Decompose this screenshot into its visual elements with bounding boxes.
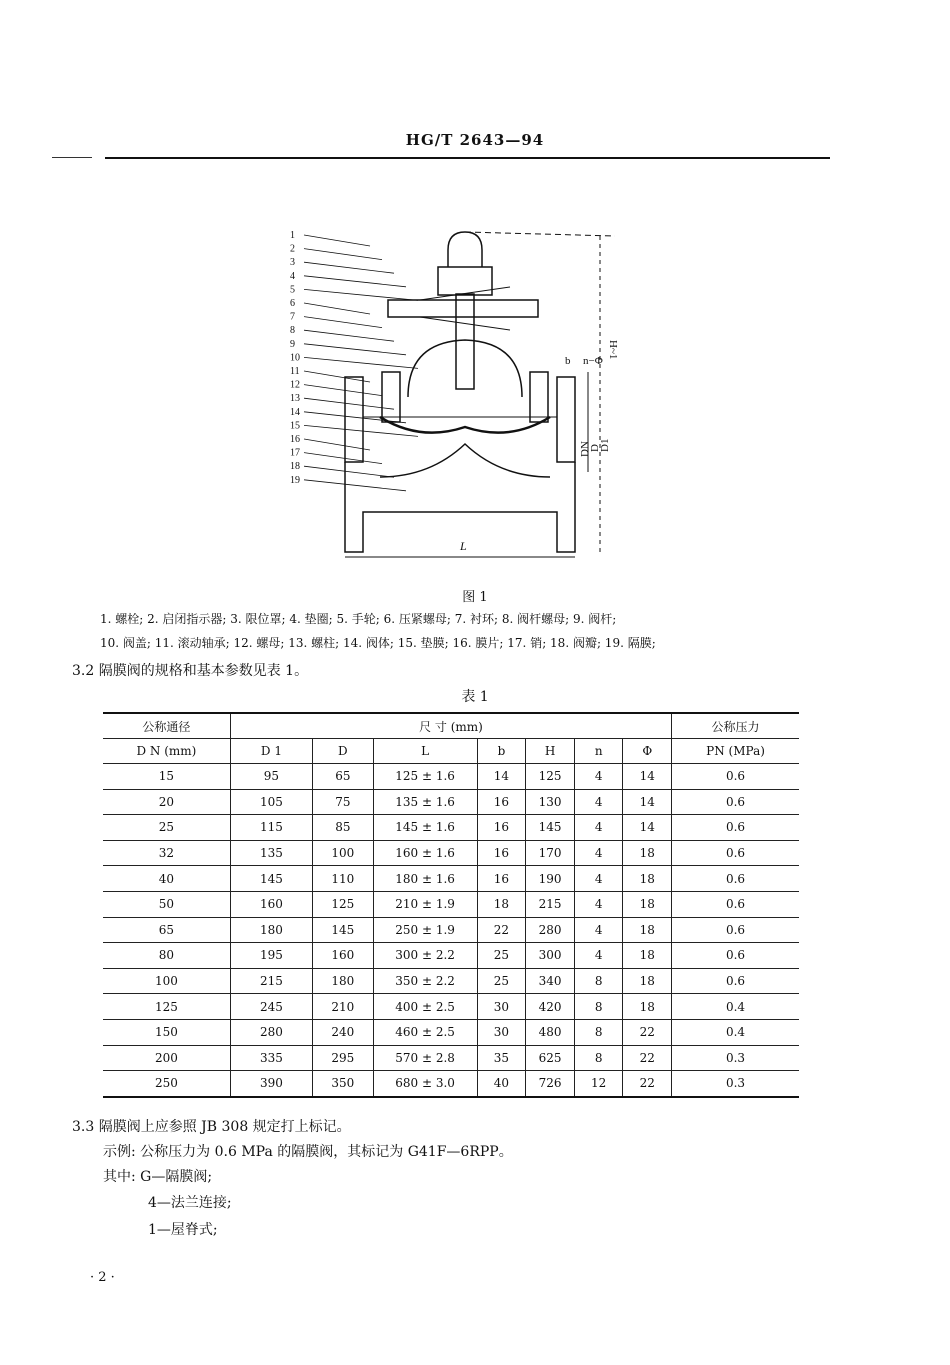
dim-label-D: D [589, 444, 601, 452]
callout-leader [304, 357, 418, 368]
table-cell: 22 [623, 1071, 672, 1097]
table-cell: 135 [230, 840, 312, 866]
callout-number: 14 [290, 406, 300, 418]
table-cell: 215 [526, 891, 575, 917]
table-cell: 300 [526, 943, 575, 969]
table-cell: 50 [103, 891, 230, 917]
table-cell: 160 [313, 943, 374, 969]
table-cell: 4 [574, 891, 623, 917]
table-cell: 125 [313, 891, 374, 917]
callout-number: 5 [290, 284, 295, 296]
header-cell: D [313, 739, 374, 764]
table-cell: 16 [477, 866, 526, 892]
table-cell: 480 [526, 1019, 575, 1045]
table-cell: 100 [103, 968, 230, 994]
table-row [103, 968, 799, 994]
dim-label-b: b [565, 355, 571, 367]
callout-leader [304, 303, 370, 314]
table-cell: 170 [526, 840, 575, 866]
table-cell: 100 [313, 840, 374, 866]
table-cell: 400 ± 2.5 [373, 994, 477, 1020]
table-cell: 65 [313, 764, 374, 790]
table-row [103, 1019, 799, 1045]
table-cell: 30 [477, 1019, 526, 1045]
table-cell: 250 ± 1.9 [373, 917, 477, 943]
callout-number: 17 [290, 447, 300, 459]
table-cell: 680 ± 3.0 [373, 1071, 477, 1097]
table-cell: 0.3 [672, 1071, 799, 1097]
marking-where-intro: 其中: G—隔膜阀; [103, 1169, 213, 1185]
table-cell: 8 [574, 1019, 623, 1045]
table-cell: 180 [230, 917, 312, 943]
table-cell: 18 [623, 994, 672, 1020]
table-row [103, 840, 799, 866]
table-cell: 18 [623, 866, 672, 892]
table-cell: 14 [623, 815, 672, 841]
callout-leader [304, 466, 394, 477]
table-cell: 105 [230, 789, 312, 815]
header-cell: L [373, 739, 477, 764]
table-cell: 80 [103, 943, 230, 969]
table-row [103, 866, 799, 892]
table-cell: 14 [477, 764, 526, 790]
table-cell: 350 [313, 1071, 374, 1097]
marking-item-2: 1—屋脊式; [148, 1222, 218, 1238]
header-cell: Φ [623, 739, 672, 764]
bonnet-bolts [382, 372, 548, 422]
header-nominal-pressure: 公称压力 [672, 713, 799, 739]
callout-leader [304, 235, 370, 246]
callout-leader [304, 249, 382, 260]
callout-number: 10 [290, 352, 300, 364]
callout-leader [304, 439, 370, 450]
table-cell: 195 [230, 943, 312, 969]
table-cell: 95 [230, 764, 312, 790]
header-cell: PN (MPa) [672, 739, 799, 764]
marking-item-1: 4—法兰连接; [148, 1195, 232, 1211]
table-cell: 390 [230, 1071, 312, 1097]
table-cell: 22 [623, 1045, 672, 1071]
callout-number: 3 [290, 257, 295, 269]
table-cell: 18 [477, 891, 526, 917]
callout-leader [304, 385, 382, 396]
table-cell: 210 ± 1.9 [373, 891, 477, 917]
table-cell: 0.6 [672, 891, 799, 917]
table-cell: 18 [623, 917, 672, 943]
table-cell: 335 [230, 1045, 312, 1071]
callout-numbers [290, 230, 418, 491]
table-cell: 295 [313, 1045, 374, 1071]
table-cell: 4 [574, 789, 623, 815]
table-cell: 18 [623, 840, 672, 866]
section-3-2: 3.2 隔膜阀的规格和基本参数见表 1。 [72, 663, 309, 679]
table-cell: 145 ± 1.6 [373, 815, 477, 841]
table-cell: 125 ± 1.6 [373, 764, 477, 790]
callout-number: 12 [290, 379, 300, 391]
callout-number: 13 [290, 393, 300, 405]
callout-number: 15 [290, 420, 300, 432]
diaphragm [380, 417, 550, 433]
table-cell: 180 ± 1.6 [373, 866, 477, 892]
table-row [103, 1045, 799, 1071]
callout-number: 9 [290, 338, 295, 350]
flange-left [345, 377, 363, 462]
table-cell: 22 [623, 1019, 672, 1045]
page-number: · 2 · [90, 1270, 115, 1285]
dim-label-L: L [460, 539, 467, 553]
table-cell: 0.6 [672, 789, 799, 815]
table-cell: 300 ± 2.2 [373, 943, 477, 969]
callout-leader [304, 317, 382, 328]
table-cell: 125 [103, 994, 230, 1020]
table-header-row-2 [103, 739, 799, 764]
table-cell: 40 [103, 866, 230, 892]
table-cell: 25 [103, 815, 230, 841]
table-cell: 215 [230, 968, 312, 994]
table-cell: 280 [230, 1019, 312, 1045]
table-row [103, 1071, 799, 1097]
table-cell: 18 [623, 943, 672, 969]
table-cell: 135 ± 1.6 [373, 789, 477, 815]
dim-label-n-phi: n−Φ [583, 355, 603, 367]
table-cell: 4 [574, 917, 623, 943]
callout-leader [304, 276, 406, 287]
table-cell: 0.6 [672, 815, 799, 841]
table-cell: 35 [477, 1045, 526, 1071]
callout-leader [304, 344, 406, 355]
header-cell: D 1 [230, 739, 312, 764]
table-cell: 145 [313, 917, 374, 943]
table-cell: 4 [574, 764, 623, 790]
callout-number: 7 [290, 311, 295, 323]
table-cell: 75 [313, 789, 374, 815]
table-cell: 726 [526, 1071, 575, 1097]
header-cell: D N (mm) [103, 739, 230, 764]
header-dimensions: 尺 寸 (mm) [230, 713, 671, 739]
header-cell: H [526, 739, 575, 764]
table-cell: 0.4 [672, 1019, 799, 1045]
table-cell: 16 [477, 789, 526, 815]
callout-number: 19 [290, 474, 300, 486]
table-row [103, 917, 799, 943]
table-cell: 8 [574, 994, 623, 1020]
handwheel [388, 300, 538, 317]
table-row [103, 789, 799, 815]
dim-label-H: H~1 [607, 340, 619, 360]
table-cell: 625 [526, 1045, 575, 1071]
dim-label-DN: DN [579, 441, 591, 457]
table-cell: 0.6 [672, 764, 799, 790]
table-cell: 280 [526, 917, 575, 943]
table-cell: 4 [574, 866, 623, 892]
table-cell: 0.6 [672, 943, 799, 969]
callout-leader [304, 480, 406, 491]
table-cell: 18 [623, 968, 672, 994]
table-cell: 4 [574, 815, 623, 841]
table-cell: 14 [623, 764, 672, 790]
table-cell: 18 [623, 891, 672, 917]
table-cell: 8 [574, 968, 623, 994]
table-cell: 250 [103, 1071, 230, 1097]
table-cell: 20 [103, 789, 230, 815]
table-cell: 4 [574, 943, 623, 969]
table-cell: 350 ± 2.2 [373, 968, 477, 994]
valve-drawing [270, 222, 640, 567]
spec-table [103, 712, 799, 1098]
callout-number: 1 [290, 230, 295, 241]
callout-leader [304, 330, 394, 341]
table-cell: 190 [526, 866, 575, 892]
table-row [103, 764, 799, 790]
table-cell: 160 [230, 891, 312, 917]
table-cell: 145 [526, 815, 575, 841]
table-cell: 4 [574, 840, 623, 866]
callout-number: 8 [290, 325, 295, 337]
table-cell: 16 [477, 815, 526, 841]
table-cell: 240 [313, 1019, 374, 1045]
table-cell: 22 [477, 917, 526, 943]
table-cell: 30 [477, 994, 526, 1020]
table-cell: 115 [230, 815, 312, 841]
table-row [103, 815, 799, 841]
table-cell: 0.6 [672, 968, 799, 994]
table-cell: 25 [477, 943, 526, 969]
callout-number: 2 [290, 243, 295, 255]
table-cell: 16 [477, 840, 526, 866]
callout-number: 16 [290, 434, 300, 445]
table-cell: 570 ± 2.8 [373, 1045, 477, 1071]
table-cell: 150 [103, 1019, 230, 1045]
legend-line-2: 10. 阀盖; 11. 滚动轴承; 12. 螺母; 13. 螺柱; 14. 阀体; 15. 垫膜; 16. 膜片; 17. 销; 18. 阀瓣; 19. 隔膜; [100, 636, 656, 650]
marking-example: 示例: 公称压力为 0.6 MPa 的隔膜阀，其标记为 G41F—6RPP。 [103, 1144, 513, 1160]
table-cell: 8 [574, 1045, 623, 1071]
table-cell: 245 [230, 994, 312, 1020]
legend-line-1: 1. 螺栓; 2. 启闭指示器; 3. 限位罩; 4. 垫圈; 5. 手轮; 6. 压紧螺母; 7. 衬环; 8. 阀杆螺母; 9. 阀杆; [100, 612, 617, 626]
table-cell: 125 [526, 764, 575, 790]
callout-leader [304, 398, 394, 409]
callout-number: 6 [290, 298, 295, 309]
table-cell: 420 [526, 994, 575, 1020]
table-cell: 460 ± 2.5 [373, 1019, 477, 1045]
table-cell: 180 [313, 968, 374, 994]
indicator-dome [448, 232, 482, 267]
table-cell: 145 [230, 866, 312, 892]
section-3-3-heading: 3.3 隔膜阀上应参照 JB 308 规定打上标记。 [72, 1119, 351, 1135]
callout-leader [304, 262, 394, 273]
weir [380, 444, 550, 477]
table-header-row-1 [103, 713, 799, 739]
callout-number: 11 [290, 366, 300, 377]
table-cell: 15 [103, 764, 230, 790]
callout-number: 4 [290, 270, 295, 282]
header-cell: b [477, 739, 526, 764]
header-cell: n [574, 739, 623, 764]
table-cell: 32 [103, 840, 230, 866]
table-caption: 表 1 [461, 689, 489, 705]
dim-label-D1: D1 [599, 438, 611, 452]
header-rule [105, 157, 830, 159]
table-cell: 130 [526, 789, 575, 815]
table-cell: 110 [313, 866, 374, 892]
table-row [103, 994, 799, 1020]
table-row [103, 943, 799, 969]
callout-leader [304, 289, 418, 300]
table-cell: 0.6 [672, 840, 799, 866]
table-cell: 65 [103, 917, 230, 943]
table-cell: 340 [526, 968, 575, 994]
table-cell: 160 ± 1.6 [373, 840, 477, 866]
table-cell: 85 [313, 815, 374, 841]
table-cell: 0.6 [672, 917, 799, 943]
table-cell: 0.3 [672, 1045, 799, 1071]
table-cell: 25 [477, 968, 526, 994]
table-cell: 0.6 [672, 866, 799, 892]
header-nominal-size: 公称通径 [103, 713, 230, 739]
table-cell: 12 [574, 1071, 623, 1097]
table-cell: 200 [103, 1045, 230, 1071]
table-cell: 14 [623, 789, 672, 815]
table-cell: 210 [313, 994, 374, 1020]
table-cell: 0.4 [672, 994, 799, 1020]
figure-caption: 图 1 [462, 590, 488, 605]
table-cell: 40 [477, 1071, 526, 1097]
table-row [103, 891, 799, 917]
standard-code: HG/T 2643—94 [405, 131, 545, 149]
valve-stem [456, 294, 474, 389]
callout-number: 18 [290, 461, 300, 473]
header-rule-short [52, 157, 92, 158]
flange-right [557, 377, 575, 462]
callout-leader [304, 453, 382, 464]
